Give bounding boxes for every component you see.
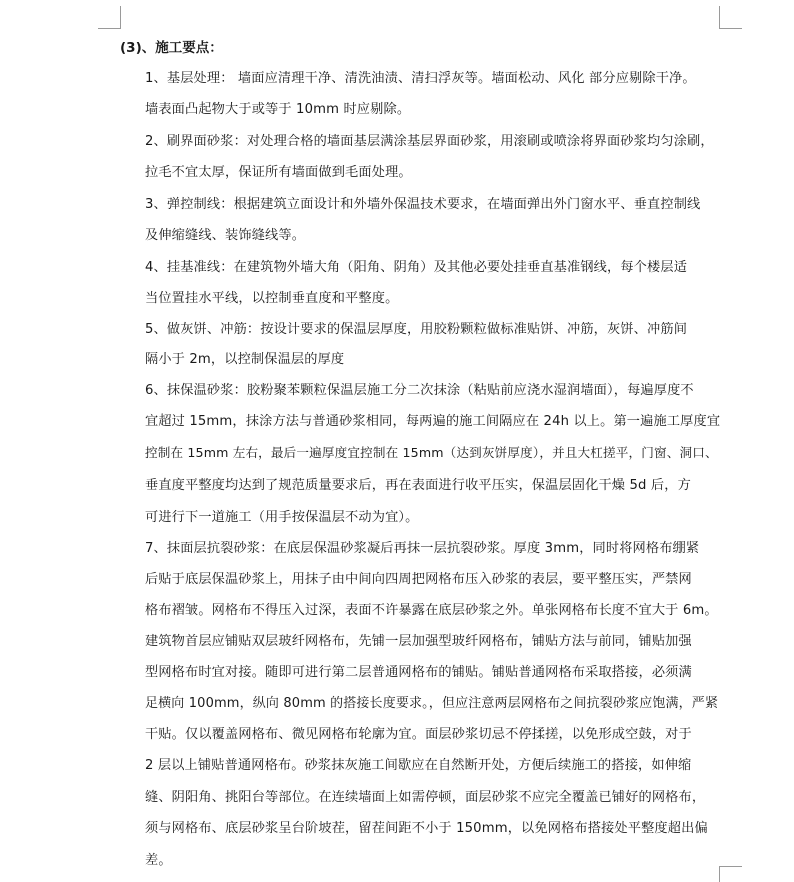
paragraph-line: 5、做灰饼、冲筋：按设计要求的保温层厚度，用胶粉颗粒做标准贴饼、冲筋，灰饼、冲筋间 [145, 322, 688, 337]
paragraph-line: 7、抹面层抗裂砂浆：在底层保温砂浆凝后再抹一层抗裂砂浆。厚度 3mm，同时将网格布绷紧 [145, 541, 700, 556]
section-heading: (3)、施工要点： [120, 40, 223, 56]
paragraph-line: 可进行下一道施工（用手按保温层不动为宜）。 [145, 510, 419, 525]
paragraph-line: 格布褶皱。网格布不得压入过深，表面不许暴露在底层砂浆之外。单张网格布长度不宜大于 6m。 [145, 603, 718, 618]
paragraph-line: 2 层以上铺贴普通网格布。砂浆抹灰施工间歇应在自然断开处，方便后续施工的搭接，如伸缩 [145, 758, 692, 773]
paragraph-line: 3、弹控制线：根据建筑立面设计和外墙外保温技术要求，在墙面弹出外门窗水平、垂直控制线 [145, 197, 701, 212]
paragraph-line: 后贴于底层保温砂浆上，用抹子由中间向四周把网格布压入砂浆的表层，要平整压实，严禁网 [145, 572, 692, 587]
paragraph-line: 垂直度平整度均达到了规范质量要求后，再在表面进行收平压实，保温层固化干燥 5d 后，方 [145, 478, 691, 493]
crop-mark-top-left [98, 6, 121, 29]
paragraph-line: 拉毛不宜太厚，保证所有墙面做到毛面处理。 [145, 165, 412, 180]
paragraph-line: 墙表面凸起物大于或等于 10mm 时应剔除。 [145, 102, 411, 117]
paragraph-line: 足横向 100mm，纵向 80mm 的搭接长度要求。，但应注意两层网格布之间抗裂砂浆应饱满，严紧 [145, 696, 719, 711]
paragraph-line: 控制在 15mm 左右，最后一遍厚度宜控制在 15mm（达到灰饼厚度），并且大杠搓平，门窗、洞口、 [145, 445, 718, 460]
paragraph-line: 缝、阴阳角、挑阳台等部位。在连续墙面上如需停顿，面层砂浆不应完全覆盖已铺好的网格布， [145, 790, 706, 805]
paragraph-line: 4、挂基准线：在建筑物外墙大角（阳角、阴角）及其他必要处挂垂直基准钢线，每个楼层适 [145, 260, 688, 275]
paragraph-line: 差。 [145, 853, 172, 868]
paragraph-line: 隔小于 2m，以控制保温层的厚度 [145, 352, 345, 367]
paragraph-line: 6、抹保温砂浆：胶粉聚苯颗粒保温层施工分二次抹涂（粘贴前应浇水湿润墙面），每遍厚度不 [145, 383, 694, 398]
paragraph-line: 须与网格布、底层砂浆呈台阶坡茬，留茬间距不小于 150mm，以免网格布搭接处平整度超出偏 [145, 821, 708, 836]
paragraph-line: 干贴。仅以覆盖网格布、微见网格布轮廓为宜。面层砂浆切忌不停揉搓，以免形成空鼓，对于 [145, 727, 692, 742]
paragraph-line: 当位置挂水平线，以控制垂直度和平整度。 [145, 291, 399, 306]
crop-mark-top-right [719, 6, 742, 29]
paragraph-line: 1、基层处理： 墙面应清理干净、清洗油渍、清扫浮灰等。墙面松动、风化 部分应剔除干净。 [145, 71, 696, 86]
paragraph-line: 建筑物首层应铺贴双层玻纤网格布，先铺一层加强型玻纤网格布，铺贴方法与前同，铺贴加强 [145, 634, 692, 649]
crop-mark-bottom-right [719, 866, 742, 882]
paragraph-line: 2、刷界面砂浆：对处理合格的墙面基层满涂基层界面砂浆，用滚刷或喷涂将界面砂浆均匀涂刷， [145, 134, 714, 149]
paragraph-line: 及伸缩缝线、装饰缝线等。 [145, 228, 306, 243]
paragraph-line: 型网格布时宜对接。随即可进行第二层普通网格布的铺贴。铺贴普通网格布采取搭接，必须满 [145, 665, 692, 680]
paragraph-line: 宜超过 15mm，抹涂方法与普通砂浆相同，每两遍的施工间隔应在 24h 以上。第一遍施工厚度宜 [145, 414, 721, 429]
